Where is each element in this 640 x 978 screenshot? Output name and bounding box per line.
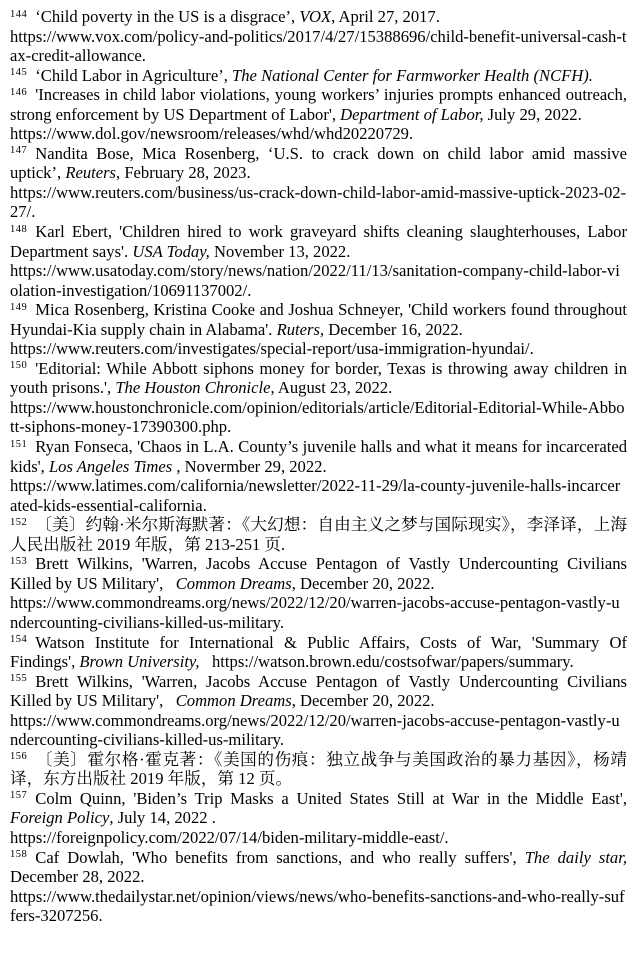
- url-text: https://www.houstonchronicle.com/opinion/editorials/article/Editorial-Editorial-While-Abbott-siphons-money-17390300.php.: [10, 397, 625, 437]
- citation-text: ‘Child poverty in the US is a disgrace’,: [35, 7, 300, 26]
- source-name: The National Center for Farmworker Health (NCFH).: [232, 65, 593, 85]
- url-text: https://www.commondreams.org/news/2022/12/20/warren-jacobs-accuse-pentagon-vastly-undercounting-civilians-killed-us-military.: [10, 593, 620, 632]
- citation-text: November 13, 2022.: [209, 241, 351, 261]
- url-text: https://www.thedailystar.net/opinion/views/news/who-benefits-sanctions-and-who-really-suffers-3207256.: [10, 886, 625, 926]
- footnote-number: 153: [10, 555, 28, 567]
- footnote-149: [10, 300, 627, 359]
- url-text: https://www.latimes.com/california/newsletter/2022-11-29/la-county-juvenile-halls-incarcerated-kids-essential-california.: [10, 476, 621, 515]
- source-name: Department of Labor,: [340, 104, 484, 124]
- source-name: VOX: [299, 7, 332, 26]
- footnote-number: 155: [10, 673, 28, 685]
- url-text: https://www.reuters.com/investigates/special-report/usa-immigration-hyundai/.: [10, 339, 534, 359]
- source-name: Common Dreams: [175, 691, 292, 711]
- footnote-154: [10, 633, 627, 672]
- footnote-number: 158: [10, 849, 28, 861]
- footnote-153: [10, 554, 627, 632]
- citation-text: December 28, 2022.: [10, 867, 145, 887]
- footnote-number: 147: [10, 145, 28, 157]
- source-name: Ruters,: [276, 319, 325, 339]
- citation-text: Brett Wilkins, 'Warren, Jacobs Accuse Pentagon of Vastly Undercounting Civilians Killed by US Military',: [10, 671, 627, 711]
- footnote-number: 152: [10, 516, 28, 528]
- citation-text: , August 23, 2022.: [270, 378, 393, 398]
- url-text: https://www.reuters.com/business/us-crack-down-child-labor-amid-massive-uptick-2023-02-27/.: [10, 182, 627, 222]
- citation-text: 'Editorial: While Abbott siphons money for border, Texas is throwing away children in youth prisons.',: [10, 358, 627, 398]
- source-name: Foreign Policy: [10, 808, 110, 828]
- url-text: https://www.dol.gov/newsroom/releases/whd/whd20220729.: [10, 124, 414, 144]
- citation-text: , April 27, 2017.: [331, 7, 440, 26]
- footnote-number: 151: [10, 438, 28, 450]
- source-name: Common Dreams: [175, 573, 292, 593]
- url-text: https://watson.brown.edu/costsofwar/papers/summary.: [212, 652, 574, 672]
- source-name: Los Angeles Times: [48, 456, 173, 476]
- citation-text: July 29, 2022.: [483, 104, 582, 124]
- citation-text: , December 20, 2022.: [291, 573, 435, 593]
- citation-text: Brett Wilkins, 'Warren, Jacobs Accuse Pentagon of Vastly Undercounting Civilians Killed by US Military',: [10, 554, 627, 593]
- citation-text: , Novermber 29, 2022.: [172, 456, 327, 476]
- footnote-152: [10, 515, 627, 554]
- citation-text: , December 20, 2022.: [291, 691, 435, 711]
- url-text: https://www.vox.com/policy-and-politics/2017/4/27/15388696/child-benefit-universal-cash-tax-credit-allowance.: [10, 26, 627, 66]
- footnote-148: [10, 222, 627, 300]
- citation-text: Watson Institute for International & Public Affairs, Costs of War, 'Summary Of Findings',: [10, 632, 627, 672]
- citation-text: Colm Quinn, 'Biden’s Trip Masks a United States Still at War in the Middle East',: [35, 788, 627, 808]
- url-text: https://www.commondreams.org/news/2022/12/20/warren-jacobs-accuse-pentagon-vastly-undercounting-civilians-killed-us-military.: [10, 710, 620, 750]
- citation-text: , February 28, 2023.: [116, 163, 251, 183]
- footnote-144: [10, 7, 627, 66]
- citation-text: Caf Dowlah, 'Who benefits from sanctions, and who really suffers',: [35, 847, 525, 867]
- citation-text: December 16, 2022.: [324, 319, 463, 339]
- source-name: The daily star,: [524, 847, 627, 867]
- footnote-146: [10, 85, 627, 144]
- footnote-number: 146: [10, 86, 28, 98]
- citation-text: , July 14, 2022 .: [109, 808, 216, 828]
- citation-text: Nandita Bose, Mica Rosenberg, ‘U.S. to crack down on child labor amid massive uptick’,: [10, 143, 627, 183]
- footnote-150: [10, 359, 627, 437]
- footnote-157: [10, 789, 627, 848]
- source-name: The Houston Chronicle: [115, 378, 271, 398]
- footnote-145: [10, 66, 627, 86]
- footnote-147: [10, 144, 627, 222]
- footnote-number: 145: [10, 67, 28, 79]
- footnote-number: 148: [10, 223, 28, 235]
- citation-text: 'Increases in child labor violations, young workers’ injuries prompts enhanced outreach, strong enforcement by US Department of Labor',: [10, 85, 627, 124]
- footnote-number: 154: [10, 634, 28, 645]
- footnote-number: 144: [10, 8, 28, 20]
- source-name: Reuters: [65, 163, 117, 183]
- citation-text: Karl Ebert, 'Children hired to work graveyard shifts cleaning slaughterhouses, Labor Department says'.: [10, 222, 627, 261]
- footnote-number: 149: [10, 301, 28, 313]
- footnote-number: 156: [10, 751, 28, 763]
- url-text: https://www.usatoday.com/story/news/nation/2022/11/13/sanitation-company-child-labor-violation-investigation/10691137002/.: [10, 261, 620, 300]
- citation-text: 〔美〕约翰·米尔斯海默著：《大幻想：自由主义之梦与国际现实》，李泽译，上海人民出版社 2019 年版，第 213-251 页.: [10, 515, 627, 554]
- footnotes-list: [10, 7, 627, 926]
- footnote-156: [10, 750, 627, 789]
- citation-text: ‘Child Labor in Agriculture’,: [35, 65, 233, 85]
- footnote-number: 157: [10, 790, 28, 802]
- footnote-151: [10, 437, 627, 515]
- footnote-158: [10, 848, 627, 926]
- citation-text: 〔美〕霍尔格·霍克著：《美国的伤痕：独立战争与美国政治的暴力基因》，杨靖译，东方出版社 2019 年版，第 12 页。: [10, 749, 627, 789]
- citation-text: [200, 652, 212, 671]
- source-name: Brown University,: [79, 652, 200, 672]
- footnote-155: [10, 672, 627, 750]
- citation-text: Ryan Fonseca, 'Chaos in L.A. County’s juvenile halls and what it means for incarcerated kids',: [10, 437, 627, 476]
- source-name: USA Today,: [132, 241, 210, 261]
- url-text: https://foreignpolicy.com/2022/07/14/biden-military-middle-east/.: [10, 827, 449, 847]
- citation-text: Mica Rosenberg, Kristina Cooke and Joshua Schneyer, 'Child workers found throughout Hyundai-Kia supply chain in Alabama'.: [10, 300, 627, 339]
- footnote-number: 150: [10, 360, 28, 372]
